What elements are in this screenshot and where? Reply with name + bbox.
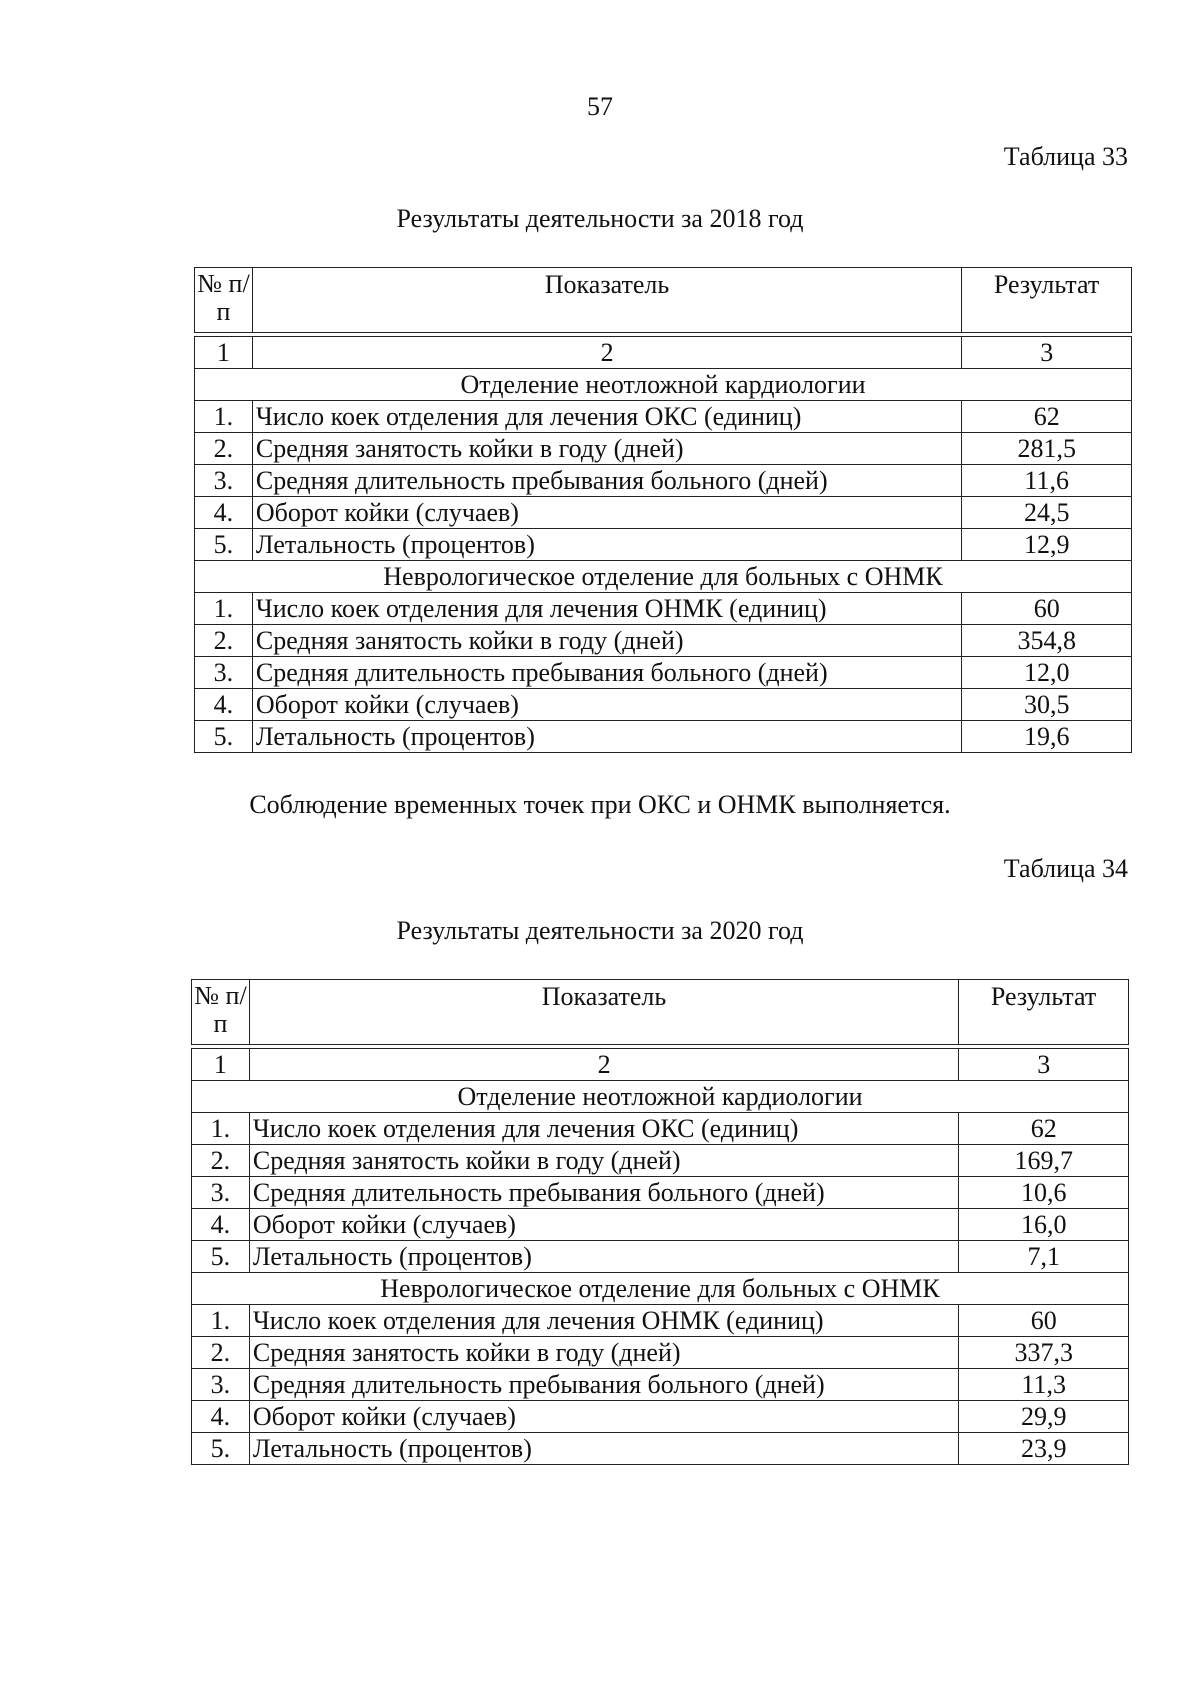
table-row [192,1433,1129,1465]
section-title: Неврологическое отделение для больных с ОНМК [192,1273,1129,1305]
table-row [195,689,1132,721]
row-number: 3. [192,1177,250,1209]
row-indicator: Летальность (процентов) [252,721,962,753]
section-row [192,1081,1129,1113]
row-value: 12,9 [962,529,1132,561]
header-num-cell [192,980,250,1045]
header-indicator-cell: Показатель [249,980,958,1045]
note-text: Соблюдение временных точек при ОКС и ОНМК выполняется. [249,790,951,819]
column-number-row [192,1049,1129,1081]
row-indicator: Средняя занятость койки в году (дней) [252,433,962,465]
row-indicator: Оборот койки (случаев) [252,497,962,529]
row-number: 5. [192,1241,250,1273]
header-indicator-cell: Показатель [252,268,961,333]
row-value: 30,5 [962,689,1132,721]
row-number: 4. [195,497,253,529]
row-value: 10,6 [959,1177,1129,1209]
row-number: 5. [195,529,253,561]
data-table [191,1048,1129,1465]
table-row [192,1401,1129,1433]
page-number: 57 [587,92,613,121]
row-value: 62 [959,1113,1129,1145]
row-value: 11,6 [962,465,1132,497]
table-caption: Результаты деятельности за 2018 год [396,204,804,233]
row-number: 4. [192,1209,250,1241]
row-indicator: Оборот койки (случаев) [252,689,962,721]
row-number: 2. [195,433,253,465]
table-header [194,267,1132,333]
row-indicator: Летальность (процентов) [249,1433,959,1465]
row-value: 281,5 [962,433,1132,465]
data-table [194,336,1132,753]
header-num-label: № п/п [197,269,250,326]
column-number: 3 [959,1049,1129,1081]
row-value: 16,0 [959,1209,1129,1241]
row-number: 1. [195,401,253,433]
table-row [192,1337,1129,1369]
row-number: 2. [195,625,253,657]
section-row [195,369,1132,401]
row-indicator: Число коек отделения для лечения ОНМК (единиц) [249,1305,959,1337]
table-row [195,401,1132,433]
table-row [192,1241,1129,1273]
row-number: 2. [192,1145,250,1177]
row-indicator: Средняя длительность пребывания больного (дней) [252,465,962,497]
table-row [195,593,1132,625]
row-indicator: Средняя занятость койки в году (дней) [249,1145,959,1177]
table-row [195,465,1132,497]
column-number: 1 [192,1049,250,1081]
row-number: 3. [192,1369,250,1401]
row-value: 337,3 [959,1337,1129,1369]
section-title: Отделение неотложной кардиологии [195,369,1132,401]
column-number: 3 [962,337,1132,369]
row-value: 60 [959,1305,1129,1337]
header-num-label: № п/п [194,981,247,1038]
table-caption: Результаты деятельности за 2020 год [396,916,804,945]
table-row [195,721,1132,753]
row-indicator: Число коек отделения для лечения ОКС (единиц) [252,401,962,433]
row-number: 4. [192,1401,250,1433]
row-number: 1. [195,593,253,625]
table-row [192,1145,1129,1177]
section-row [195,561,1132,593]
table-label: Таблица 34 [1003,854,1128,883]
row-indicator: Средняя длительность пребывания больного (дней) [249,1177,959,1209]
row-indicator: Средняя занятость койки в году (дней) [249,1337,959,1369]
section-row [192,1273,1129,1305]
column-number-row [195,337,1132,369]
row-value: 62 [962,401,1132,433]
row-indicator: Оборот койки (случаев) [249,1401,959,1433]
row-value: 19,6 [962,721,1132,753]
section-title: Отделение неотложной кардиологии [192,1081,1129,1113]
table-row [195,657,1132,689]
table-header [191,979,1129,1045]
row-value: 24,5 [962,497,1132,529]
section-title: Неврологическое отделение для больных с ОНМК [195,561,1132,593]
row-number: 5. [195,721,253,753]
table-row [195,433,1132,465]
row-value: 354,8 [962,625,1132,657]
table-row [195,497,1132,529]
table-row [192,1305,1129,1337]
row-number: 1. [192,1305,250,1337]
header-result-cell: Результат [959,980,1129,1045]
header-result-cell: Результат [962,268,1132,333]
row-indicator: Средняя длительность пребывания больного (дней) [249,1369,959,1401]
column-number: 2 [249,1049,959,1081]
row-value: 11,3 [959,1369,1129,1401]
row-value: 7,1 [959,1241,1129,1273]
row-number: 3. [195,657,253,689]
row-value: 29,9 [959,1401,1129,1433]
table-row [192,1209,1129,1241]
table-row [192,1113,1129,1145]
header-num-cell [195,268,253,333]
table-row [195,529,1132,561]
column-number: 1 [195,337,253,369]
table-row [195,625,1132,657]
row-indicator: Летальность (процентов) [252,529,962,561]
row-indicator: Число коек отделения для лечения ОНМК (единиц) [252,593,962,625]
row-number: 1. [192,1113,250,1145]
row-number: 4. [195,689,253,721]
row-value: 12,0 [962,657,1132,689]
row-number: 3. [195,465,253,497]
table-row [192,1369,1129,1401]
row-indicator: Число коек отделения для лечения ОКС (единиц) [249,1113,959,1145]
table-row [192,1177,1129,1209]
row-indicator: Средняя длительность пребывания больного (дней) [252,657,962,689]
row-indicator: Средняя занятость койки в году (дней) [252,625,962,657]
row-number: 5. [192,1433,250,1465]
row-indicator: Оборот койки (случаев) [249,1209,959,1241]
row-value: 169,7 [959,1145,1129,1177]
table-label: Таблица 33 [1003,142,1128,171]
row-value: 23,9 [959,1433,1129,1465]
column-number: 2 [252,337,962,369]
row-value: 60 [962,593,1132,625]
row-indicator: Летальность (процентов) [249,1241,959,1273]
row-number: 2. [192,1337,250,1369]
